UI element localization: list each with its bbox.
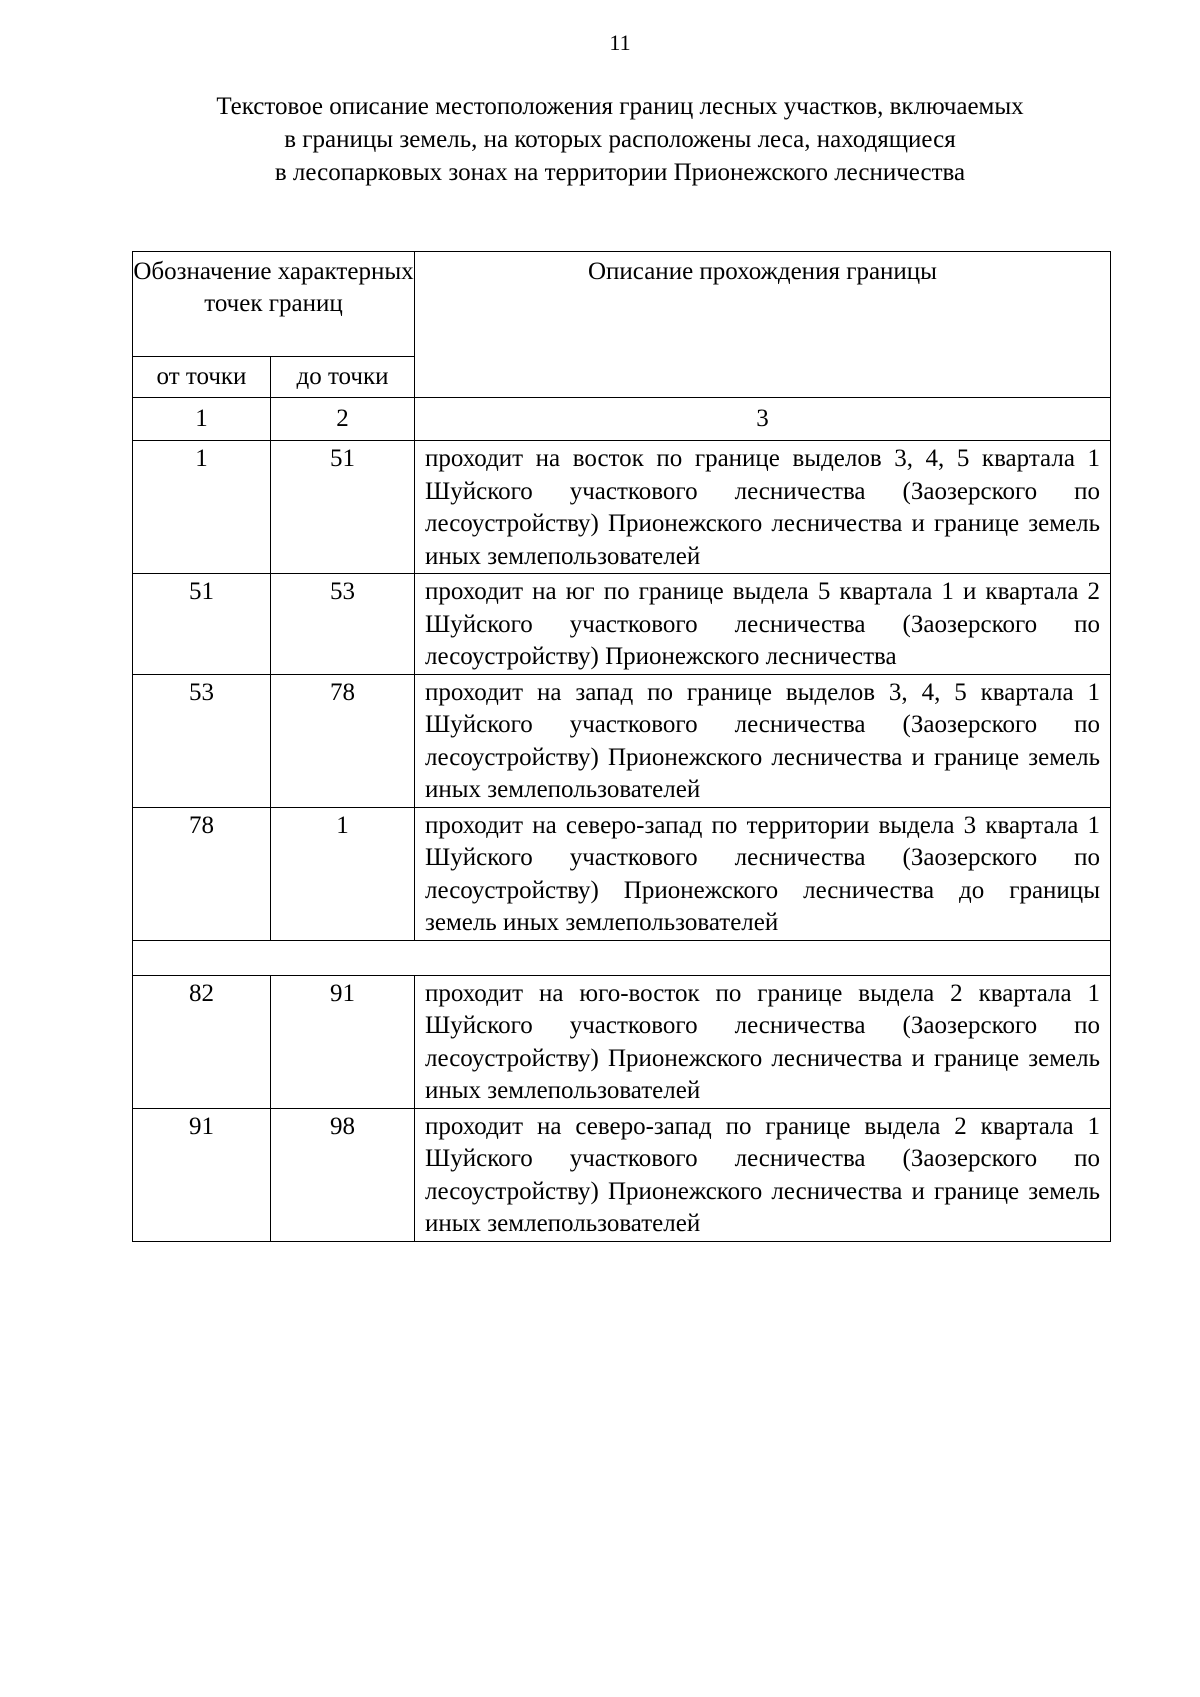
table-row — [133, 1108, 1111, 1241]
header-to-point: до точки — [271, 357, 415, 398]
column-number: 2 — [271, 398, 415, 441]
column-number-row — [133, 398, 1111, 441]
empty-cell — [133, 940, 1111, 975]
to-point: 51 — [271, 441, 415, 574]
column-number: 1 — [133, 398, 271, 441]
to-point: 78 — [271, 674, 415, 807]
from-point: 91 — [133, 1108, 271, 1241]
from-point: 78 — [133, 807, 271, 940]
from-point: 53 — [133, 674, 271, 807]
table-row — [133, 674, 1111, 807]
table-row — [133, 574, 1111, 675]
to-point: 53 — [271, 574, 415, 675]
table-row — [133, 441, 1111, 574]
boundary-description: проходит на юго-восток по границе выдела 2 квартала 1 Шуйского участкового лесничества (Заозерского по лесоустройству) Прионежского лесничества и границе земель иных землепользователей — [415, 975, 1111, 1108]
to-point: 91 — [271, 975, 415, 1108]
table-row — [133, 975, 1111, 1108]
to-point: 98 — [271, 1108, 415, 1241]
table-row — [133, 807, 1111, 940]
boundary-description: проходит на северо-запад по границе выдела 2 квартала 1 Шуйского участкового лесничества (Заозерского по лесоустройству) Прионежского лесничества и границе земель иных землепользователей — [415, 1108, 1111, 1241]
boundary-description: проходит на северо-запад по территории выдела 3 квартала 1 Шуйского участкового лесничества (Заозерского по лесоустройству) Прионежского лесничества до границы земель иных землепользователей — [415, 807, 1111, 940]
document-title — [140, 90, 1100, 189]
column-number: 3 — [415, 398, 1111, 441]
header-from-point: от точки — [133, 357, 271, 398]
header-description: Описание прохождения границы — [415, 252, 1111, 398]
empty-separator-row — [133, 940, 1111, 975]
to-point: 1 — [271, 807, 415, 940]
from-point: 1 — [133, 441, 271, 574]
boundary-table — [132, 251, 1111, 1242]
header-row — [133, 252, 1111, 357]
boundary-description: проходит на восток по границе выделов 3, 4, 5 квартала 1 Шуйского участкового лесничества (Заозерского по лесоустройству) Прионежского лесничества и границе земель иных землепользователей — [415, 441, 1111, 574]
title-line-2: в границы земель, на которых расположены леса, находящиеся — [284, 126, 956, 153]
from-point: 51 — [133, 574, 271, 675]
boundary-description: проходит на запад по границе выделов 3, 4, 5 квартала 1 Шуйского участкового лесничества (Заозерского по лесоустройству) Прионежского лесничества и границе земель иных землепользователей — [415, 674, 1111, 807]
from-point: 82 — [133, 975, 271, 1108]
boundary-description: проходит на юг по границе выдела 5 квартала 1 и квартала 2 Шуйского участкового лесничества (Заозерского по лесоустройству) Прионежского лесничества — [415, 574, 1111, 675]
title-line-1: Текстовое описание местоположения границ лесных участков, включаемых — [216, 93, 1024, 120]
header-points-group: Обозначение характерных точек границ — [133, 252, 415, 357]
page-number: 11 — [609, 30, 631, 55]
title-line-3: в лесопарковых зонах на территории Прионежского лесничества — [274, 159, 966, 186]
